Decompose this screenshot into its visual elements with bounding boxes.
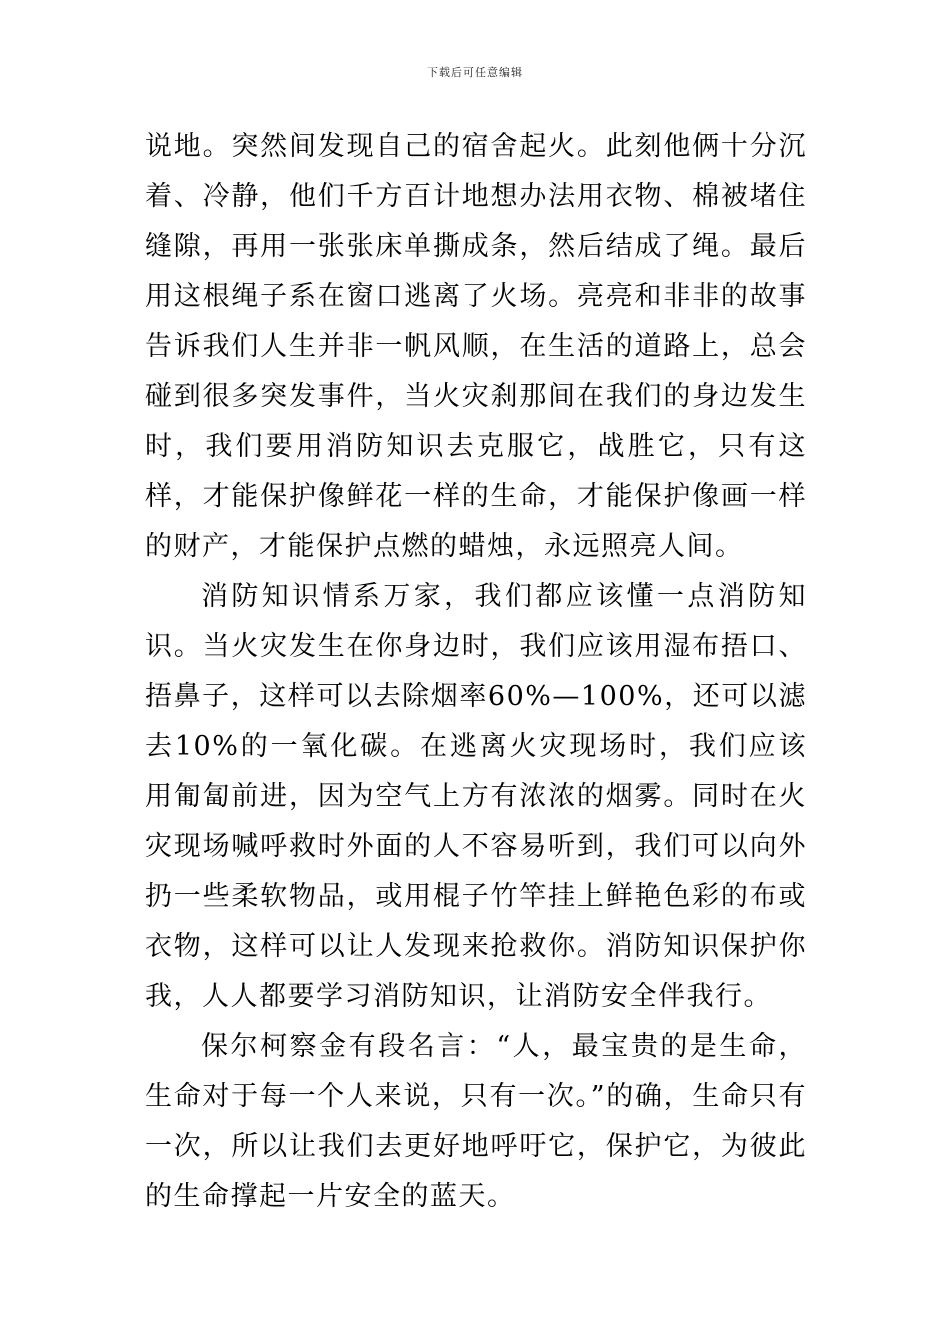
document-body (145, 122, 807, 1222)
paragraph-1: 说地。突然间发现自己的宿舍起火。此刻他俩十分沉着、冷静，他们千方百计地想办法用衣物、棉被堵住缝隙，再用一张张床单撕成条，然后结成了绳。最后用这根绳子系在窗口逃离了火场。亮亮和非非的故事告诉我们人生并非一帆风顺，在生活的道路上，总会碰到很多突发事件，当火灾刹那间在我们的身边发生时，我们要用消防知识去克服它，战胜它，只有这样，才能保护像鲜花一样的生命，才能保护像画一样的财产，才能保护点燃的蜡烛，永远照亮人间。 (145, 131, 807, 562)
paragraph-2: 消防知识情系万家，我们都应该懂一点消防知识。当火灾发生在你身边时，我们应该用湿布捂口、捂鼻子，这样可以去除烟率60%—100%，还可以滤去10%的一氧化碳。在逃离火灾现场时，我们应该用匍匐前进，因为空气上方有浓浓的烟雾。同时在火灾现场喊呼救时外面的人不容易听到，我们可以向外扔一些柔软物品，或用棍子竹竿挂上鲜艳色彩的布或衣物，这样可以让人发现来抢救你。消防知识保护你我，人人都要学习消防知识，让消防安全伴我行。 (145, 581, 807, 1012)
page-header-note: 下载后可任意编辑 (427, 66, 523, 79)
paragraph-3: 保尔柯察金有段名言：“人，最宝贵的是生命，生命对于每一个人来说，只有一次。”的确，生命只有一次，所以让我们去更好地呼吁它，保护它，为彼此的生命撑起一片安全的蓝天。 (145, 1031, 807, 1212)
